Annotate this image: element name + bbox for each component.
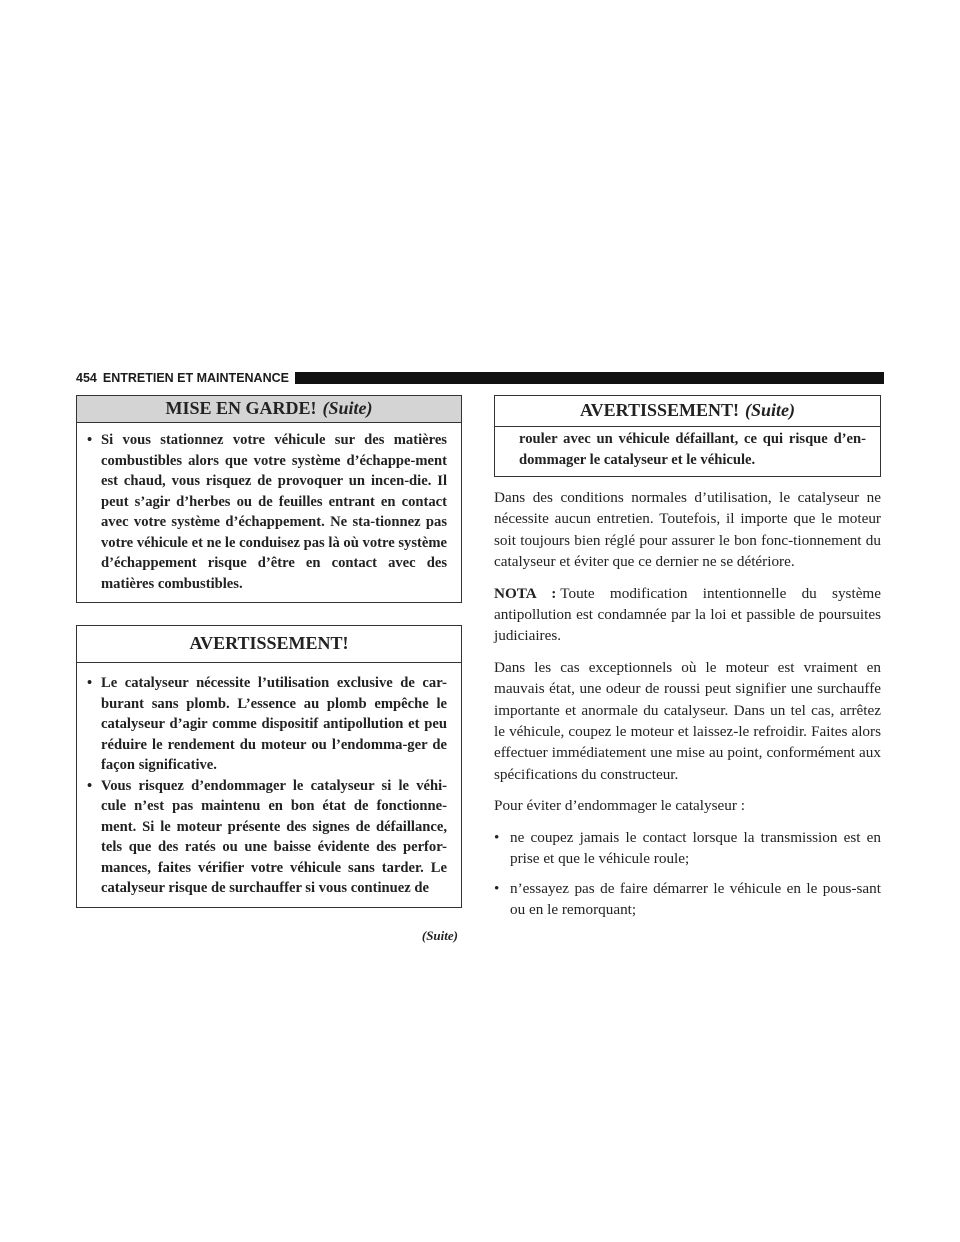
header-rule [295, 372, 884, 384]
continued-footer: (Suite) [421, 927, 458, 943]
caution-title-text: MISE EN GARDE! [165, 398, 317, 418]
page-number: 454 [76, 371, 97, 385]
right-column [494, 395, 881, 928]
note-label: NOTA : [494, 584, 557, 602]
warning-item-text: Vous risquez d’endommager le catalyseur si le véhi-cule n’est pas maintenu en bon état de fonctionne-ment. Si le moteur présente des signes de défaillance, tels que des ratés ou une baisse évidente des perfor-mances, faites vérifier votre véhicule sans tarder. Le catalyseur risque de surchauffer si vous continuez de [101, 777, 447, 896]
paragraph: Dans des conditions normales d’utilisation, le catalyseur ne nécessite aucun entretien. Toutefois, il importe que le moteur soit toujours bien réglé pour assurer le bon fonc-tionnement du catalyseur et éviter que ce dernier ne se détériore. [494, 489, 881, 571]
left-column [76, 395, 462, 944]
note-paragraph [494, 583, 881, 647]
caution-item [87, 430, 447, 594]
list-item [494, 878, 881, 921]
list-item [494, 827, 881, 870]
warning-continued-body [495, 427, 880, 476]
page-header [76, 370, 884, 386]
bullet-icon: • [494, 879, 500, 897]
warning-item [87, 673, 447, 776]
warning-box-title: AVERTISSEMENT! [77, 626, 461, 663]
warning-box [76, 625, 462, 908]
note-text: Toute modification intentionnelle du système antipollution est condamnée par la loi et passible de poursuites judiciaires. [494, 584, 881, 645]
warning-continued-label: (Suite) [745, 400, 796, 420]
paragraph: Pour éviter d’endommager le catalyseur : [494, 797, 745, 815]
caution-box-title [77, 396, 461, 423]
warning-continued-text: rouler avec un véhicule défaillant, ce qui risque d’en-dommager le catalyseur et le véhicule. [519, 431, 866, 468]
caution-box-body [77, 423, 461, 602]
section-title: ENTRETIEN ET MAINTENANCE [102, 371, 289, 385]
bullet-icon: • [494, 828, 500, 846]
bullet-icon: • [87, 432, 93, 448]
body-text [494, 487, 881, 920]
warning-continued-title-text: AVERTISSEMENT! [579, 400, 740, 420]
paragraph: Dans les cas exceptionnels où le moteur est vraiment en mauvais état, une odeur de roussi peut signifier une surchauffe importante et anormale du catalyseur. Dans un tel cas, arrêtez le véhicule, coupez le moteur et laissez-le refroidir. Faites alors effectuer immédiatement une mise au point, conformément aux spécifications du constructeur. [494, 658, 881, 783]
warning-item-text: Le catalyseur nécessite l’utilisation exclusive de car-burant sans plomb. L’essence au plomb empêche le catalyseur d’agir comme dispositif antipollution et peu réduire le rendement du moteur ou l’endomma-ger de façon significative. [101, 675, 447, 773]
list-item-text: n’essayez pas de faire démarrer le véhicule en le pous-sant ou en le remorquant; [510, 879, 881, 918]
caution-box [76, 395, 462, 603]
bullet-icon: • [87, 675, 93, 691]
warning-item [87, 776, 447, 899]
caution-continued: (Suite) [322, 398, 373, 418]
list-item-text: ne coupez jamais le contact lorsque la transmission est en prise et que le véhicule roule; [510, 828, 881, 868]
bullet-icon: • [87, 777, 93, 794]
warning-continued-title [495, 396, 880, 427]
warning-box-body [77, 663, 461, 907]
caution-item-text: Si vous stationnez votre véhicule sur des matières combustibles alors que votre système d’échappe-ment est chaud, vous risquez de provoquer un incen-die. Il peut s’agir d’herbes ou de feuilles entrant en contact avec votre système d’échappement. Ne sta-tionnez pas votre véhicule et ne le conduisez pas là où votre système d’échappement risque d’être en contact avec des matières combustibles. [101, 432, 447, 592]
warning-box-continued [494, 395, 881, 477]
